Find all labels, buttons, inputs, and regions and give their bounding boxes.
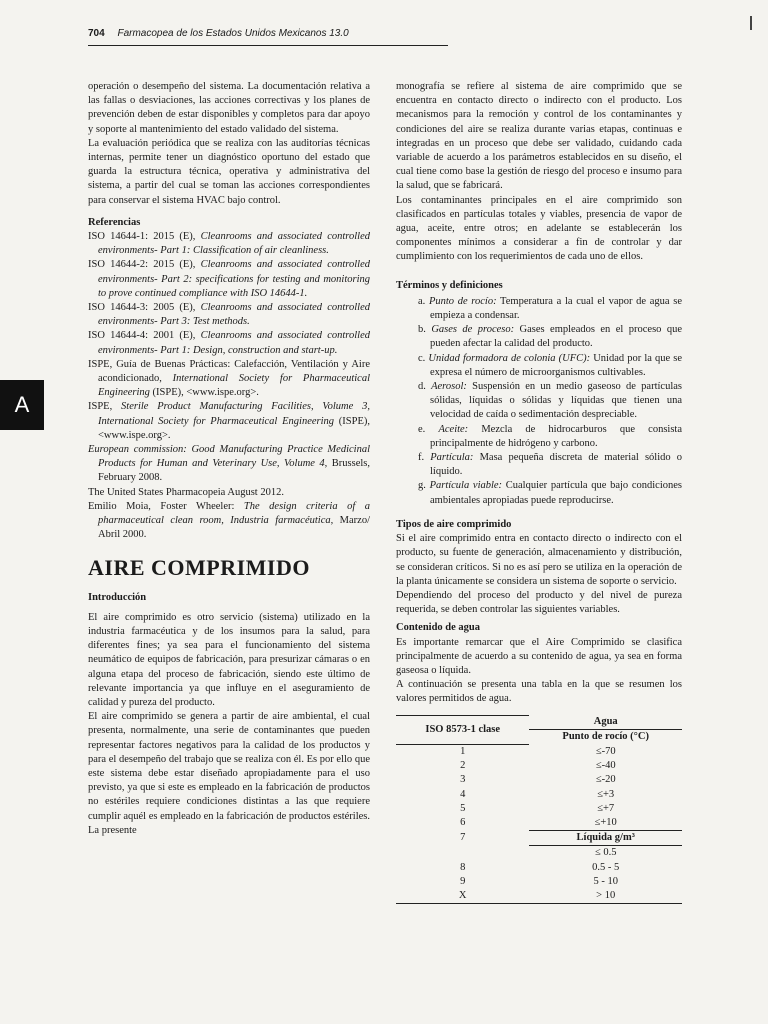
table-row: 3 ≤-20 bbox=[460, 774, 616, 786]
table-header-liquid: Líquida g/m³ bbox=[529, 831, 682, 846]
reference-item: European commission: Good Manufacturing Practice Medicinal Products for Human and Veterinary Use, Volume 4, Brussels, February 2008. bbox=[88, 444, 371, 484]
definition-item: b. Gases de proceso: Gases empleados en el proceso que pueden afectar la calidad del producto. bbox=[418, 324, 682, 350]
paragraph: operación o desempeño del sistema. La documentación relativa a las fallas o desviaciones, las acciones correctivas y los planes de prevención deben de estar disponibles y completos para dar apoyo y soporte al mantenimiento del estado validado del sistema. bbox=[88, 81, 370, 135]
table-header-group: Agua bbox=[593, 716, 618, 728]
running-title: Farmacopea de los Estados Unidos Mexicanos 13.0 bbox=[117, 28, 349, 39]
paragraph: A continuación se presenta una tabla en la que se resumen los valores permitidos de agua. bbox=[396, 679, 682, 705]
paragraph: Dependiendo del proceso del producto y del nivel de pureza requerida, se deben controlar las siguientes variables. bbox=[396, 589, 682, 616]
paragraph: El aire comprimido es otro servicio (sistema) utilizado en la industria farmacéutica y de los insumos para la salud, para diferentes fines; ya sea para el funcionamiento del sistema neumático de equipos de fabricación, para presurizar cámaras o en alguna etapa del proceso de fabricación, siendo este último de relevante importancia ya que influye en el aseguramiento de calidad y pureza del producto. bbox=[88, 611, 370, 708]
table-row: 5 ≤+7 bbox=[460, 802, 615, 814]
scan-mark bbox=[750, 16, 752, 30]
definition-item: g. Partícula viable: Cualquier partícula que bajo condiciones ambientales apropiadas puede reproducirse. bbox=[418, 480, 682, 506]
paragraph: Los contaminantes principales en el aire comprimido son clasificados en partículas totales y viables, presencia de vapor de agua, aceite, entre otros; en adelante se establecerán los componentes mínimos a considerar a fin de controlar y dar cumplimiento con los requerimientos de cada uno de ellos. bbox=[396, 194, 682, 263]
terms-heading: Términos y definiciones bbox=[396, 279, 503, 291]
table-row: 8 0.5 - 5 bbox=[460, 861, 620, 873]
table-row: 2 ≤-40 bbox=[460, 760, 616, 772]
definition-item: d. Aerosol: Suspensión en un medio gaseoso de partículas sólidas, líquidas o sólidas y líquidas que tienen una velocidad de caída o sedimentación despreciable. bbox=[418, 381, 682, 421]
water-class-table bbox=[396, 715, 682, 905]
reference-item: ISPE, Sterile Product Manufacturing Facilities, Volume 3, International Society for Pharmaceutical Engineering (ISPE), <www.ispe.org>. bbox=[88, 401, 370, 441]
reference-item: ISPE, Guía de Buenas Prácticas: Calefacción, Ventilación y Aire acondicionado, International Society for Pharmaceutical Engineering (ISPE), <www.ispe.org>. bbox=[88, 358, 370, 399]
definition-item: e. Aceite: Mezcla de hidrocarburos que consista principalmente de hidrógeno y carbono. bbox=[418, 423, 683, 449]
references-heading: Referencias bbox=[88, 216, 141, 228]
table-row: ≤ 0.5 bbox=[594, 847, 617, 859]
table-row: 6 ≤+10 bbox=[460, 816, 617, 829]
table-header-dewpoint: Punto de rocío (°C) bbox=[529, 730, 682, 745]
definition-item: f. Partícula: Masa pequeña discreta de material sólido o líquido. bbox=[418, 452, 682, 478]
section-tab bbox=[0, 380, 44, 430]
section-tab-letter: A bbox=[14, 392, 30, 417]
definition-item: c. Unidad formadora de colonia (UFC): Unidad por la que se expresa el número de microorganismos cultivables. bbox=[418, 352, 683, 378]
definition-item: a. Punto de rocío: Temperatura a la cual el vapor de agua se empieza a condensar. bbox=[418, 295, 683, 322]
water-heading: Contenido de agua bbox=[396, 622, 481, 634]
table-row: 9 5 - 10 bbox=[460, 875, 618, 887]
section-title: AIRE COMPRIMIDO bbox=[88, 554, 310, 580]
paragraph: monografía se refiere al sistema de aire comprimido que se encuentra en contacto directo o indirecto con el producto. Los mecanismos para la remoción y control de los contaminantes y condiciones del aire se realiza durante varias etapas, continuas e integradas en un proceso que debe ser validado, cuidando cada variable de acuerdo a los parámetros establecidos en su diseño, el cual tiene como base la gestión de riesgo del proceso e insumo para la salud, que se fabricará. bbox=[396, 81, 682, 192]
table-row: 4 ≤+3 bbox=[460, 788, 615, 800]
paragraph: La evaluación periódica que se realiza con las auditorías técnicas internas, permite tener un diagnóstico oportuno del estado que guarda la estructura técnica, operativa y administrativa del sistema, a partir del cual se toman las acciones correspondientes para conservar el sistema HVAC bajo control. bbox=[88, 137, 370, 206]
reference-item: ISO 14644-1: 2015 (E), Cleanrooms and associated controlled environments- Part 1: Classification of air cleanliness. bbox=[88, 231, 370, 257]
table-row: 1 ≤-70 bbox=[460, 745, 616, 757]
table-row: X > 10 bbox=[396, 889, 682, 904]
header-rule bbox=[88, 45, 448, 46]
right-column bbox=[396, 80, 682, 904]
reference-item: Emilio Moia, Foster Wheeler: The design criteria of a pharmaceutical clean room, Industria farmacéutica, Marzo/ Abril 2000. bbox=[88, 500, 371, 541]
paragraph: Es importante remarcar que el Aire Comprimido se clasifica principalmente de acuerdo a su contenido de agua, ya sea en forma gaseosa o líquida. bbox=[396, 636, 682, 676]
definitions-list bbox=[396, 295, 682, 508]
reference-item: ISO 14644-4: 2001 (E), Cleanrooms and associated controlled environments- Part 1: Design, construction and start-up. bbox=[88, 330, 370, 356]
table-header-class: ISO 8573-1 clase bbox=[396, 715, 529, 744]
paragraph: Si el aire comprimido entra en contacto directo o indirecto con el producto, su fuente de generación, almacenamiento y distribución, se consideran críticos. Si no es así pero se utiliza en la operación de la planta únicamente se considera un sistema de soporte o servicio. bbox=[396, 533, 682, 587]
reference-item: ISO 14644-3: 2005 (E), Cleanrooms and associated controlled environments- Part 3: Test methods. bbox=[88, 302, 370, 328]
reference-item: ISO 14644-2: 2015 (E), Cleanrooms and associated controlled environments- Part 2: specifications for testing and monitoring to prove continued compliance with ISO 14644-1. bbox=[88, 259, 370, 299]
paragraph: El aire comprimido se genera a partir de aire ambiental, el cual presenta, normalmente, una serie de contaminantes que pueden representar factores negativos para la calidad de los productos y para el desempeño del trabajo que se realiza con él. Es por ello que este sistema debe estar diseñado apropiadamente para el uso previsto, ya que si este es empleado en la fabricación de productos no estériles requiere condiciones distintas a las que requiere cumplir aquél es empleado en la fabricación de productos estériles. La presente bbox=[88, 711, 370, 836]
types-heading: Tipos de aire comprimido bbox=[396, 518, 512, 530]
page-number: 704 bbox=[88, 28, 105, 39]
running-header bbox=[88, 28, 448, 39]
left-column bbox=[88, 80, 370, 838]
introduction-heading: Introducción bbox=[88, 591, 147, 603]
reference-item: The United States Pharmacopeia August 2012. bbox=[88, 486, 284, 498]
table-row: 7 Líquida g/m³ bbox=[396, 831, 682, 846]
